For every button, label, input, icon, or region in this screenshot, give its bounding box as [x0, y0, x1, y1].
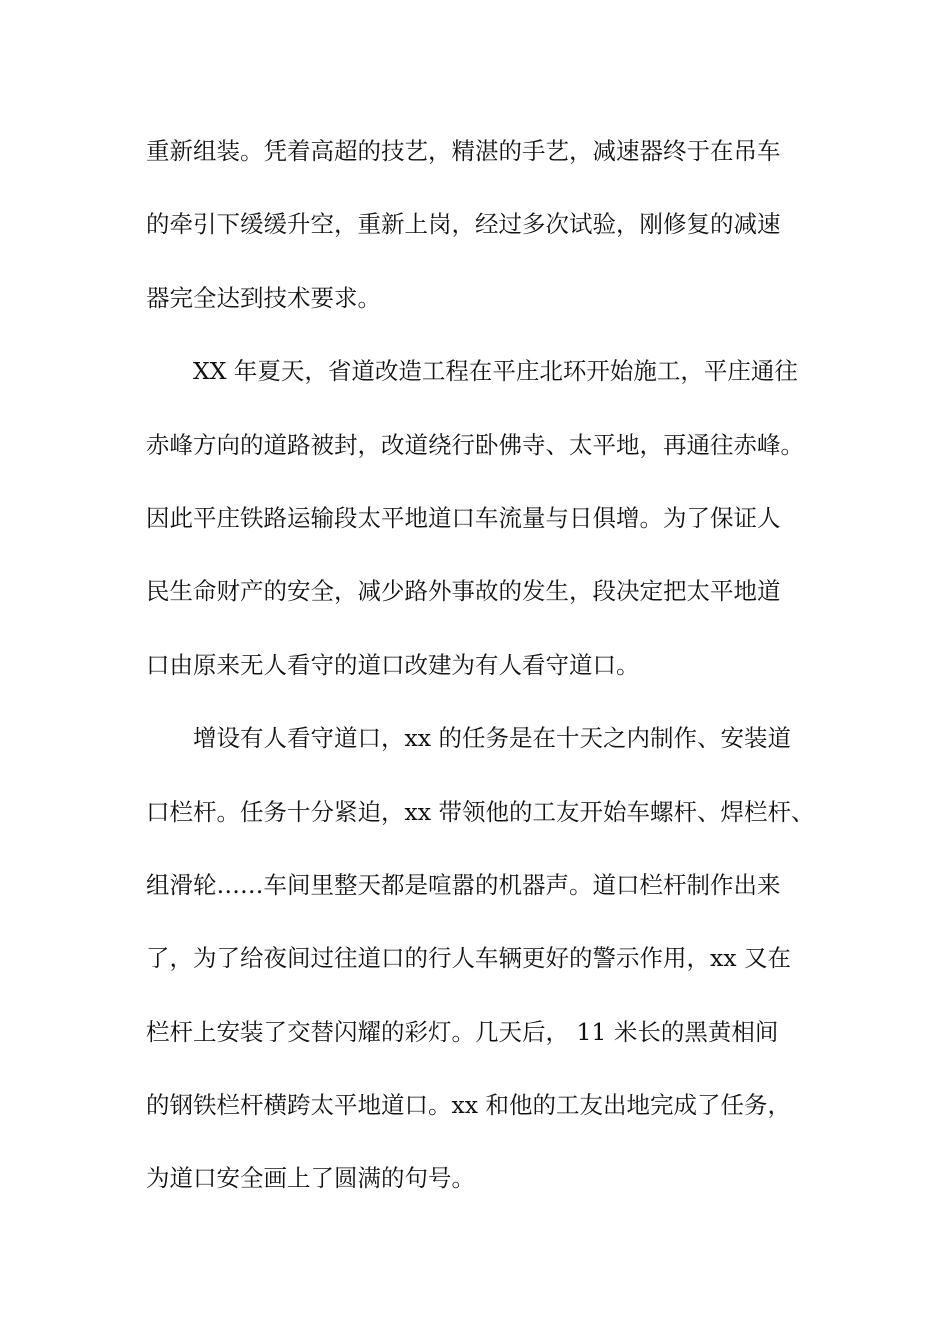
text-line: 的钢铁栏杆横跨太平地道口。xx 和他的工友出地完成了任务， — [146, 1091, 791, 1120]
text-line: 的牵引下缓缓升空，重新上岗，经过多次试验，刚修复的减速 — [146, 210, 781, 239]
text-line: 重新组装。凭着高超的技艺，精湛的手艺，减速器终于在吊车 — [146, 137, 781, 165]
text-line: 赤峰方向的道路被封，改道绕行卧佛寺、太平地，再通往赤峰。 — [146, 430, 804, 459]
body-text — [146, 131, 816, 1232]
text-line: 口由原来无人看守的道口改建为有人看守道口。 — [146, 650, 640, 679]
text-line: 增设有人看守道口，xx 的任务是在十天之内制作、安装道 — [146, 724, 791, 753]
text-line: 了，为了给夜间过往道口的行人车辆更好的警示作用，xx 又在 — [146, 944, 791, 973]
text-line: 器完全达到技术要求。 — [146, 283, 381, 312]
text-line: XX 年夏天，省道改造工程在平庄北环开始施工，平庄通往 — [146, 357, 798, 386]
text-line: 栏杆上安装了交替闪耀的彩灯。几天后， 11 米长的黑黄相间 — [146, 1017, 779, 1046]
text-line: 为道口安全画上了圆满的句号。 — [146, 1164, 475, 1193]
text-line: 口栏杆。任务十分紧迫，xx 带领他的工友开始车螺杆、焊栏杆、 — [146, 797, 815, 826]
text-line: 民生命财产的安全，减少路外事故的发生，段决定把太平地道 — [146, 577, 781, 606]
text-line: 组滑轮……车间里整天都是喧嚣的机器声。道口栏杆制作出来 — [146, 870, 781, 899]
text-line: 因此平庄铁路运输段太平地道口车流量与日俱增。为了保证人 — [146, 503, 781, 532]
